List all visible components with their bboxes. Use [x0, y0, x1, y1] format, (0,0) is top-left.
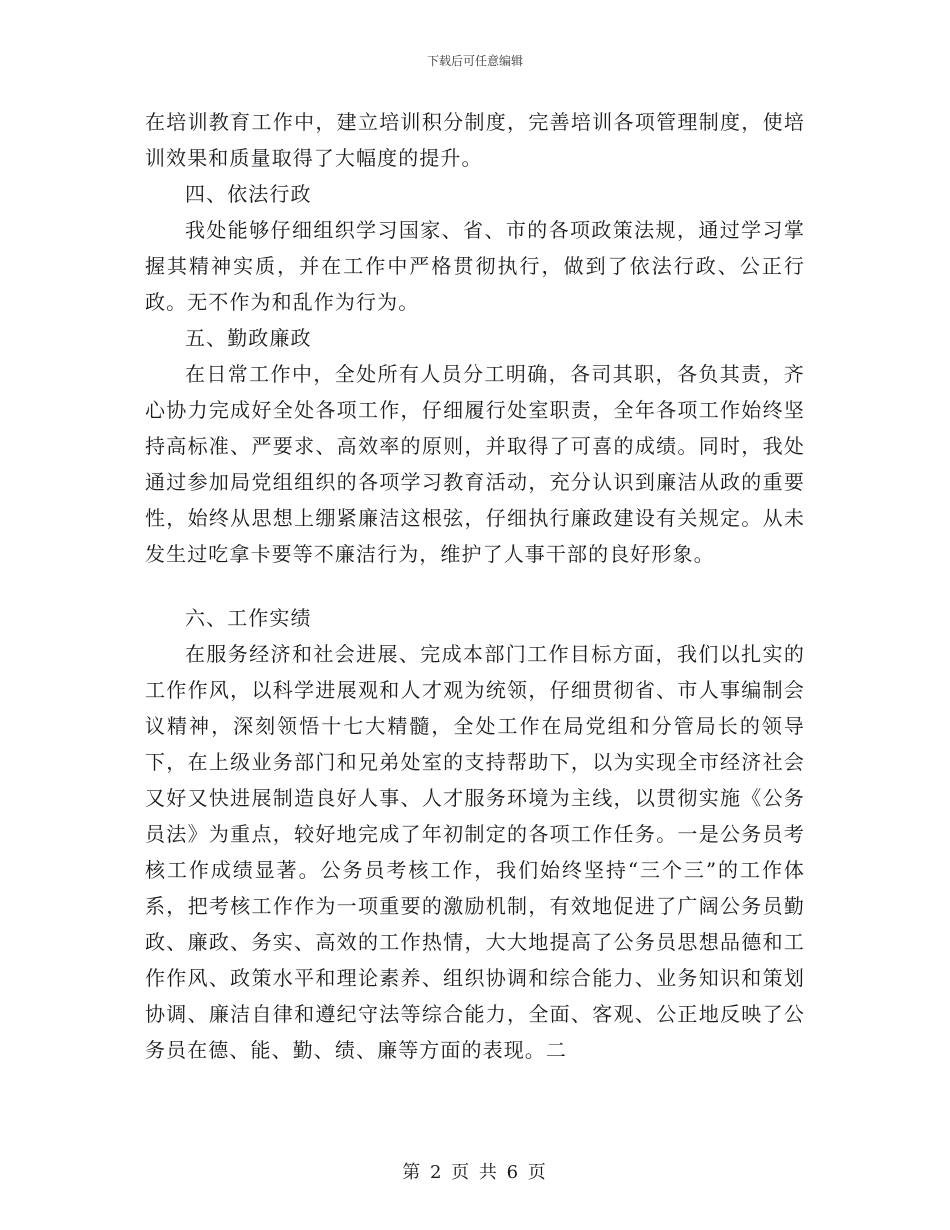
page-footer: 第 2 页 共 6 页 — [402, 1162, 548, 1183]
section-heading-achievements: 六、工作实绩 — [185, 606, 312, 630]
paragraph-diligence: 在日常工作中，全处所有人员分工明确，各司其职，各负其责，齐心协力完成好全处各项工作，仔细履行处室职责，全年各项工作始终坚持高标准、严要求、高效率的原则，并取得了可喜的成绩。同时，我处通过参加局党组组织的各项学习教育活动，充分认识到廉洁从政的重要性，始终从思想上绷紧廉洁这根弦，仔细执行廉政建设有关规定。从未发生过吃拿卡要等不廉洁行为，维护了人事干部的良好形象。 — [145, 362, 805, 566]
paragraph-training-continuation: 在培训教育工作中，建立培训积分制度，完善培训各项管理制度，使培训效果和质量取得了大幅度的提升。 — [145, 110, 805, 170]
section-heading-law: 四、依法行政 — [185, 182, 312, 206]
paragraph-achievements: 在服务经济和社会进展、完成本部门工作目标方面，我们以扎实的工作作风，以科学进展观和人才观为统领，仔细贯彻省、市人事编制会议精神，深刻领悟十七大精髓，全处工作在局党组和分管局长的领导下，在上级业务部门和兄弟处室的支持帮助下，以为实现全市经济社会又好又快进展制造良好人事、人才服务环境为主线，以贯彻实施《公务员法》为重点，较好地完成了年初制定的各项工作任务。一是公务员考核工作成绩显著。公务员考核工作，我们始终坚持“三个三”的工作体系，把考核工作作为一项重要的激励机制，有效地促进了广阔公务员勤政、廉政、务实、高效的工作热情，大大地提高了公务员思想品德和工作作风、政策水平和理论素养、组织协调和综合能力、业务知识和策划协调、廉洁自律和遵纪守法等综合能力，全面、客观、公正地反映了公务员在德、能、勤、绩、廉等方面的表现。二 — [145, 642, 805, 1062]
paragraph-law: 我处能够仔细组织学习国家、省、市的各项政策法规，通过学习掌握其精神实质，并在工作中严格贯彻执行，做到了依法行政、公正行政。无不作为和乱作为行为。 — [145, 218, 805, 314]
page-header: 下载后可任意编辑 — [426, 54, 523, 68]
section-heading-diligence: 五、勤政廉政 — [185, 326, 312, 350]
document-body — [145, 104, 805, 1068]
